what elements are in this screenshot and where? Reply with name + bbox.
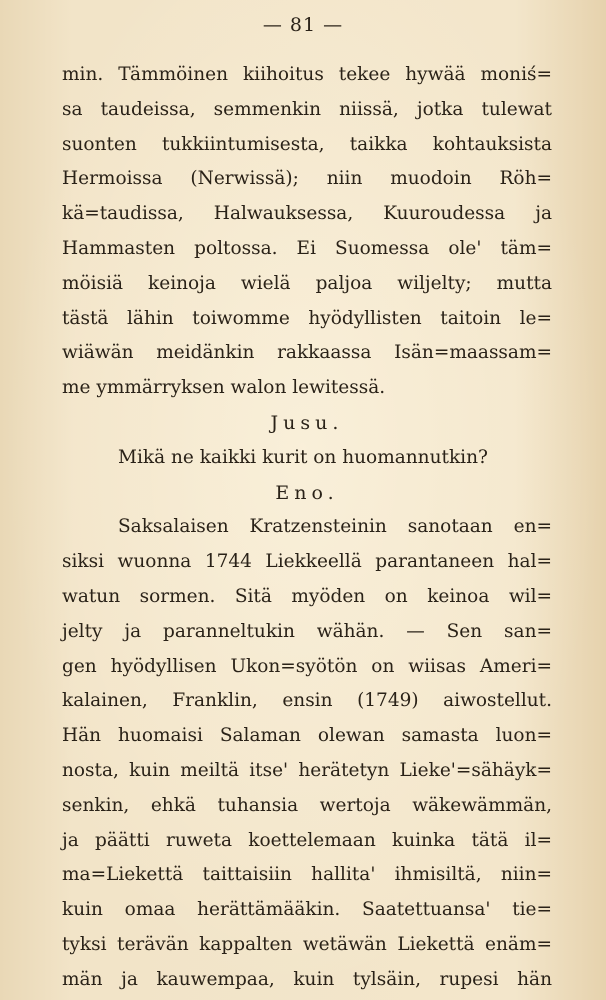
text-line: tyksi terävän kappalten wetäwän Liekettä enäm= [62, 933, 552, 955]
paragraph-2 [62, 510, 552, 997]
text-line: min. Tämmöinen kiihoitus tekee hywää moniś= [62, 64, 552, 85]
text-line: watun sormen. Sitä myöden on keinoa wil= [62, 585, 552, 607]
text-line: kalainen, Franklin, ensin (1749) aiwostellut. [62, 690, 552, 712]
text-line: senkin, ehkä tuhansia wertoja wäkewämmän, [62, 794, 552, 816]
text-line: sa taudeissa, semmenkin niissä, jotka tulewat [62, 98, 552, 120]
text-line: ma=Liekettä taittaisiin hallita' ihmisiltä, niin= [62, 864, 552, 886]
paragraph-1 [62, 58, 552, 406]
text-line: wiäwän meidänkin rakkaassa Isän=maassam= [62, 342, 552, 364]
text-line: kuin omaa herättämääkin. Saatettuansa' tie= [62, 899, 552, 921]
text-line: gen hyödyllisen Ukon=syötön on wiisas Ameri= [62, 655, 552, 677]
page-number: — 81 — [262, 14, 344, 36]
text-line: kä=taudissa, Halwauksessa, Kuuroudessa ja [62, 203, 552, 225]
text-line: möisiä keinoja wielä paljoa wiljelty; mutta [62, 272, 552, 294]
speaker-heading-eno: Eno. [275, 481, 339, 504]
text-line: tästä lähin toiwomme hyödyllisten taitoin le= [62, 307, 552, 329]
text-line: Hermoissa (Nerwissä); niin muodoin Röh= [62, 168, 552, 190]
speaker-heading-jusu: Jusu. [270, 411, 344, 434]
text-line: ja päätti ruweta koettelemaan kuinka tätä il= [62, 829, 552, 851]
text-line: jelty ja paranneltukin wähän. — Sen san= [62, 620, 552, 642]
text-line: me ymmärryksen walon lewitessä. [62, 377, 386, 399]
text-line: män ja kauwempaa, kuin tylsäin, rupesi hän [62, 968, 552, 990]
body-text [62, 58, 552, 998]
question-line: Mikä ne kaikki kurit on huomannutkin? [118, 446, 488, 468]
text-line: Saksalaisen Kratzensteinin sanotaan en= [118, 516, 552, 538]
text-line: siksi wuonna 1744 Liekkeellä parantaneen hal= [62, 551, 552, 573]
text-line: Hän huomaisi Salaman olewan samasta luon= [62, 725, 552, 747]
text-line: suonten tukkiintumisesta, taikka kohtauksista [62, 133, 552, 155]
text-line: nosta, kuin meiltä itse' herätetyn Lieke'=sähäyk= [62, 759, 552, 781]
text-line: Hammasten poltossa. Ei Suomessa ole' täm= [62, 237, 552, 259]
